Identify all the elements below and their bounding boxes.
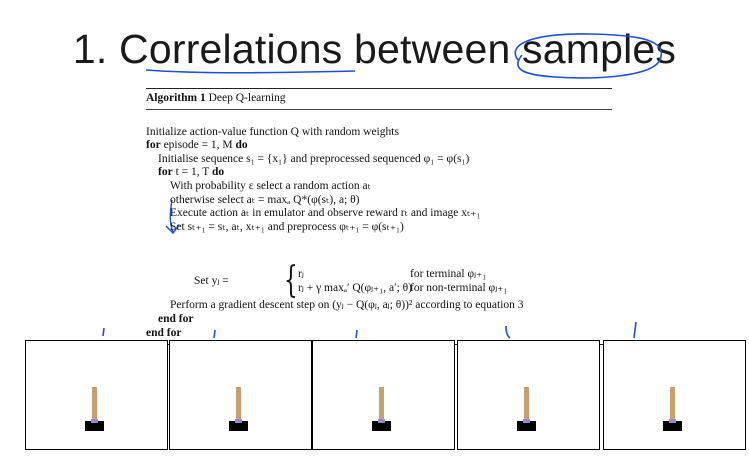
for-episode-text: episode = 1, M: [160, 139, 236, 152]
algorithm-label: Algorithm 1: [146, 92, 206, 104]
line-otherwise: otherwise select aₜ = maxₐ Q*(φ(sₜ), a; θ): [170, 193, 360, 206]
cases-brace: {: [284, 260, 298, 302]
tick-frame-5: [634, 322, 636, 338]
cartpole-frame-3: [312, 340, 455, 450]
algorithm-box: [146, 88, 612, 345]
kw-do: do: [235, 139, 248, 152]
cartpole-frame-1: [25, 340, 168, 450]
line-set-y: [146, 260, 612, 302]
kw-end-for-outer: end for: [146, 326, 182, 339]
algorithm-header: [146, 89, 612, 106]
cartpole-frame-5: [603, 340, 746, 450]
tick-frame-1: [103, 328, 104, 336]
line-for-t: [146, 166, 612, 180]
case-terminal-value: rⱼ: [298, 268, 304, 281]
kw-do-t: do: [211, 166, 225, 179]
kw-end-for-inner: end for: [158, 312, 194, 325]
pole: [236, 387, 241, 421]
algorithm-name: Deep Q-learning: [208, 92, 286, 104]
line-end-for-inner: [146, 313, 612, 327]
for-t-text: t = 1, T: [172, 166, 212, 179]
line-for-episode: [146, 139, 612, 153]
pole: [379, 387, 384, 421]
pivot: [523, 419, 530, 423]
line-init-seq: Initialise sequence s₁ = {x₁} and preprocessed sequenced φ₁ = φ(s₁): [158, 152, 470, 165]
slide-title: 1. Correlations between samples: [72, 26, 677, 72]
set-y-label: Set yⱼ =: [194, 275, 229, 288]
case-terminal-condition: for terminal φⱼ₊₁: [410, 268, 487, 281]
pivot: [669, 419, 676, 423]
cartpole-frame-2: [169, 340, 312, 450]
pole: [524, 387, 529, 421]
line-set-s: Set sₜ₊₁ = sₜ, aₜ, xₜ₊₁ and preprocess φₜ₊₁ = φ(sₜ₊₁): [170, 220, 404, 233]
line-with-prob: With probability ε select a random action aₜ: [170, 179, 371, 192]
line-end-for-outer: [146, 327, 612, 341]
case-nonterminal-condition: for non-terminal φⱼ₊₁: [410, 282, 508, 295]
pivot: [378, 419, 385, 423]
line-gradient: Perform a gradient descent step on (yⱼ − Q(φⱼ, aⱼ; θ))² according to equation 3: [170, 299, 524, 312]
pivot: [91, 419, 98, 423]
pivot: [235, 419, 242, 423]
kw-for: for: [146, 139, 161, 152]
line-init: Initialize action-value function Q with random weights: [146, 125, 399, 138]
kw-for-t: for: [158, 166, 173, 179]
pole: [92, 387, 97, 421]
pole: [670, 387, 675, 421]
case-nonterminal-value: rⱼ + γ maxₐ′ Q(φⱼ₊₁, a′; θ): [298, 282, 413, 295]
line-execute: Execute action aₜ in emulator and observe reward rₜ and image xₜ₊₁: [170, 207, 481, 220]
cartpole-frame-4: [457, 340, 600, 450]
